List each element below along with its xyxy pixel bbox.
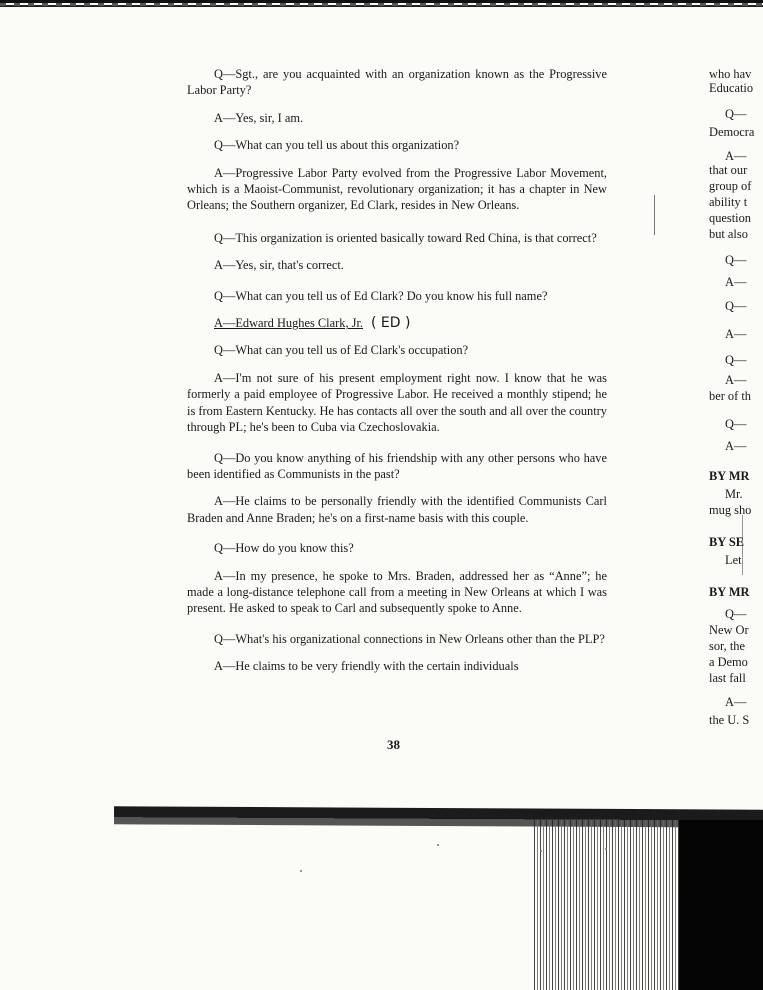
facing-page-line: A—	[725, 373, 747, 387]
paragraph-a8: A—He claims to be very friendly with the certain individuals	[214, 659, 519, 674]
facing-page-line: Educatio	[709, 81, 754, 95]
facing-page-line: ability t	[709, 195, 748, 209]
facing-page-line: Mr.	[725, 487, 743, 501]
scan-speck	[605, 848, 607, 850]
paragraph-q6: Q—Do you know anything of his friendship with any other persons who have been identified as Communists in the past?	[187, 450, 607, 481]
facing-page-line: Q—	[725, 353, 747, 367]
paragraph-q3: Q—This organization is oriented basically toward Red China, is that correct?	[214, 230, 597, 245]
paragraph-a2: A—Progressive Labor Party evolved from the Progressive Labor Movement, which is a Maoist-Communist, revolutionary organization; it has a chapter in New Orleans; the Southern organizer, Ed Clark, resides in New Orleans.	[187, 165, 607, 213]
facing-page-line: the U. S	[709, 713, 750, 727]
facing-page-line: BY MR	[709, 469, 750, 483]
paragraph-q8: Q—What's his organizational connections in New Orleans other than the PLP?	[214, 631, 605, 646]
paragraph-a1: A—Yes, sir, I am.	[214, 110, 304, 125]
scan-bottom-edge	[114, 800, 763, 990]
paragraph-a7: A—In my presence, he spoke to Mrs. Braden, addressed her as “Anne”; he made a long-distance telephone call from a meeting in New Orleans at which I was present. He asked to speak to Carl and subsequently spoke to Anne.	[187, 568, 607, 616]
paragraph-a6: A—He claims to be personally friendly with the identified Communists Carl Braden and Anne Braden; he's on a first-name basis with this couple.	[187, 494, 607, 525]
facing-page-line: last fall	[709, 671, 746, 685]
margin-mark	[654, 195, 655, 235]
facing-page-line: A—	[725, 695, 747, 709]
facing-page-line: Q—	[725, 253, 747, 267]
facing-page-line: BY MR	[709, 585, 750, 599]
facing-page-line: a Demo	[709, 655, 748, 669]
facing-page-line: group of	[709, 179, 752, 193]
facing-page-line: that our	[709, 163, 748, 177]
facing-page-line: A—	[725, 327, 747, 341]
paragraph-q1: Q—Sgt., are you acquainted with an organization known as the Progressive Labor Party?	[187, 67, 607, 98]
facing-page-line: who hav	[709, 67, 752, 81]
facing-page-line: New Or	[709, 623, 749, 637]
paragraph-q5: Q—What can you tell us of Ed Clark's occupation?	[214, 343, 469, 358]
main-text-column	[187, 66, 607, 679]
facing-page-line: mug sho	[709, 503, 752, 517]
facing-page-line: BY SE	[709, 535, 745, 549]
paragraph-q2: Q—What can you tell us about this organization?	[214, 138, 460, 153]
paragraph-q7: Q—How do you know this?	[214, 541, 354, 556]
facing-page-line: question	[709, 211, 751, 225]
paragraph-a4	[187, 315, 607, 331]
facing-page-line: Let	[725, 553, 742, 567]
facing-page-line: Q—	[725, 299, 747, 313]
facing-page-line: but also	[709, 227, 748, 241]
facing-page-line: Q—	[725, 107, 747, 121]
facing-page-line: Q—	[725, 417, 747, 431]
scan-speck	[300, 870, 302, 872]
paragraph-a5: A—I'm not sure of his present employment right now. I know that he was formerly a paid employee of Progressive Labor. He received a monthly stipend; he is from Eastern Kentucky. He has contacts all over the south and all over the country through PL; he's been to Cuba via Czechoslovakia.	[187, 370, 607, 435]
facing-page-line: Democra	[709, 125, 755, 139]
paragraph-q4: Q—What can you tell us of Ed Clark? Do you know his full name?	[214, 288, 548, 303]
facing-page-line: A—	[725, 149, 747, 163]
facing-page-line: sor, the	[709, 639, 745, 653]
scan-speck	[437, 844, 439, 846]
facing-page-column	[709, 66, 763, 786]
paragraph-a3: A—Yes, sir, that's correct.	[214, 258, 344, 273]
answer-full-name: A—Edward Hughes Clark, Jr.	[214, 316, 364, 331]
scan-speck	[540, 850, 542, 852]
facing-page-line: A—	[725, 439, 747, 453]
top-scan-border	[0, 0, 763, 9]
facing-page-line: ber of th	[709, 389, 751, 403]
handwritten-note: ( ED )	[371, 315, 411, 332]
facing-page-line: Q—	[725, 607, 747, 621]
scan-dark-area	[679, 820, 763, 990]
facing-page-line: A—	[725, 275, 747, 289]
page-number: 38	[387, 737, 400, 752]
